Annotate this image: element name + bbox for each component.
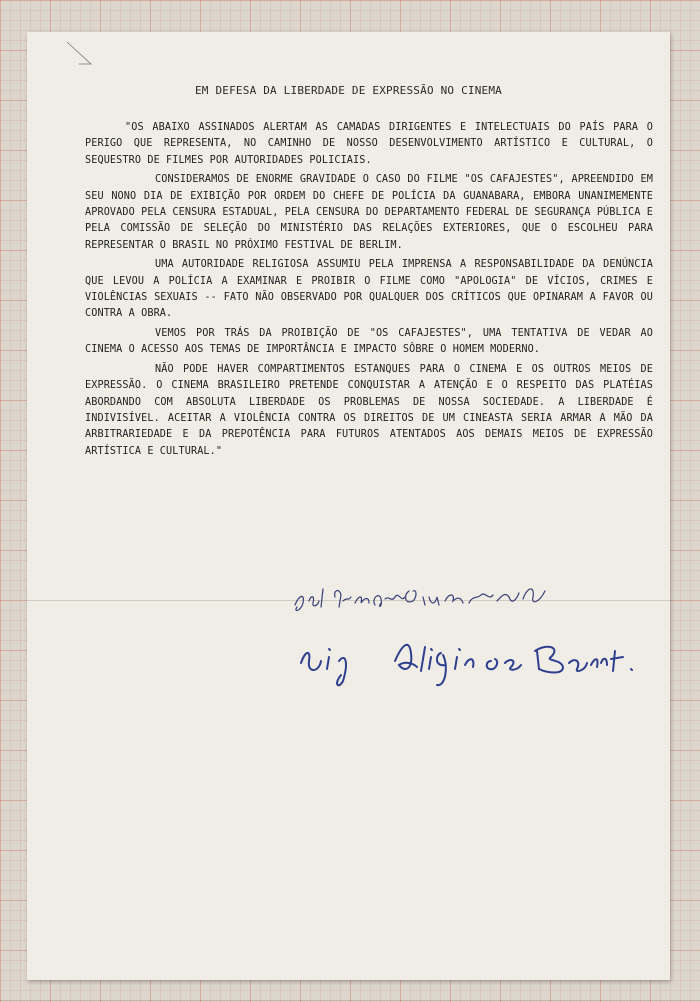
signatures-block [285,577,645,697]
paragraph-3: UMA AUTORIDADE RELIGIOSA ASSUMIU PELA IMPRENSA A RESPONSABILIDADE DA DENÚNCIA QUE LEVOU A POLÍCIA A EXAMINAR E PROIBIR O FILME COMO "APOLOGIA" DE VÍCIOS, CRIMES E VIOLÊNCIAS SEXUAIS -- FATO NÃO OBSERVADO POR QUALQUER DOS CRÍTICOS QUE OPINARAM A FAVOR OU CONTRA A OBRA. [85,259,653,320]
signature-2 [301,645,632,685]
paragraph-4: VEMOS POR TRÁS DA PROIBIÇÃO DE "OS CAFAJESTES", UMA TENTATIVA DE VEDAR AO CINEMA O ACESSO AOS TEMAS DE IMPORTÂNCIA E IMPACTO SÔBRE O HOMEM MODERNO. [85,328,653,356]
handwritten-signatures [285,577,645,697]
letter-page [27,32,670,980]
document-title: EM DEFESA DA LIBERDADE DE EXPRESSÃO NO CINEMA [194,84,502,97]
paragraph-2: CONSIDERAMOS DE ENORME GRAVIDADE O CASO DO FILME "OS CAFAJESTES", APREENDIDO EM SEU NONO DIA DE EXIBIÇÃO POR ORDEM DO CHEFE DE POLÍCIA DA GUANABARA, EMBORA UNANIMEMENTE APROVADO PELA CENSURA ESTADUAL, PELA CENSURA DO DEPARTAMENTO FEDERAL DE SEGURANÇA PÚBLICA E PELA COMISSÃO DE SELEÇÃO DO MINISTÉRIO DAS RELAÇÕES EXTERIORES, QUE O ESCOLHEU PARA REPRESENTAR O BRASIL NO PRÓXIMO FESTIVAL DE BERLIM. [85,174,653,251]
document-body [85,120,653,463]
paragraph-5: NÃO PODE HAVER COMPARTIMENTOS ESTANQUES PARA O CINEMA E OS OUTROS MEIOS DE EXPRESSÃO. O CINEMA BRASILEIRO PRETENDE CONQUISTAR A ATENÇÃO E O RESPEITO DAS PLATÉIAS ABORDANDO COM ABSOLUTA LIBERDADE OS PROBLEMAS DE NOSSA SOCIEDADE. A LIBERDADE É INDIVISÍVEL. ACEITAR A VIOLÊNCIA CONTRA OS DIREITOS DE UM CINEASTA SERIA ARMAR A MÃO DA ARBITRARIEDADE E DA PREPOTÊNCIA PARA FUTUROS ATENTADOS AOS DEMAIS MEIOS DE EXPRESSÃO ARTÍSTICA E CULTURAL." [85,364,653,457]
signature-1 [295,589,545,611]
paragraph-1: "OS ABAIXO ASSINADOS ALERTAM AS CAMADAS DIRIGENTES E INTELECTUAIS DO PAÍS PARA O PERIGO QUE REPRESENTA, NO CAMINHO DE NOSSO DESENVOLVIMENTO ARTÍSTICO E CULTURAL, O SEQUESTRO DE FILMES POR AUTORIDADES POLICIAIS. [85,122,653,166]
corner-fold-mark [65,40,95,70]
